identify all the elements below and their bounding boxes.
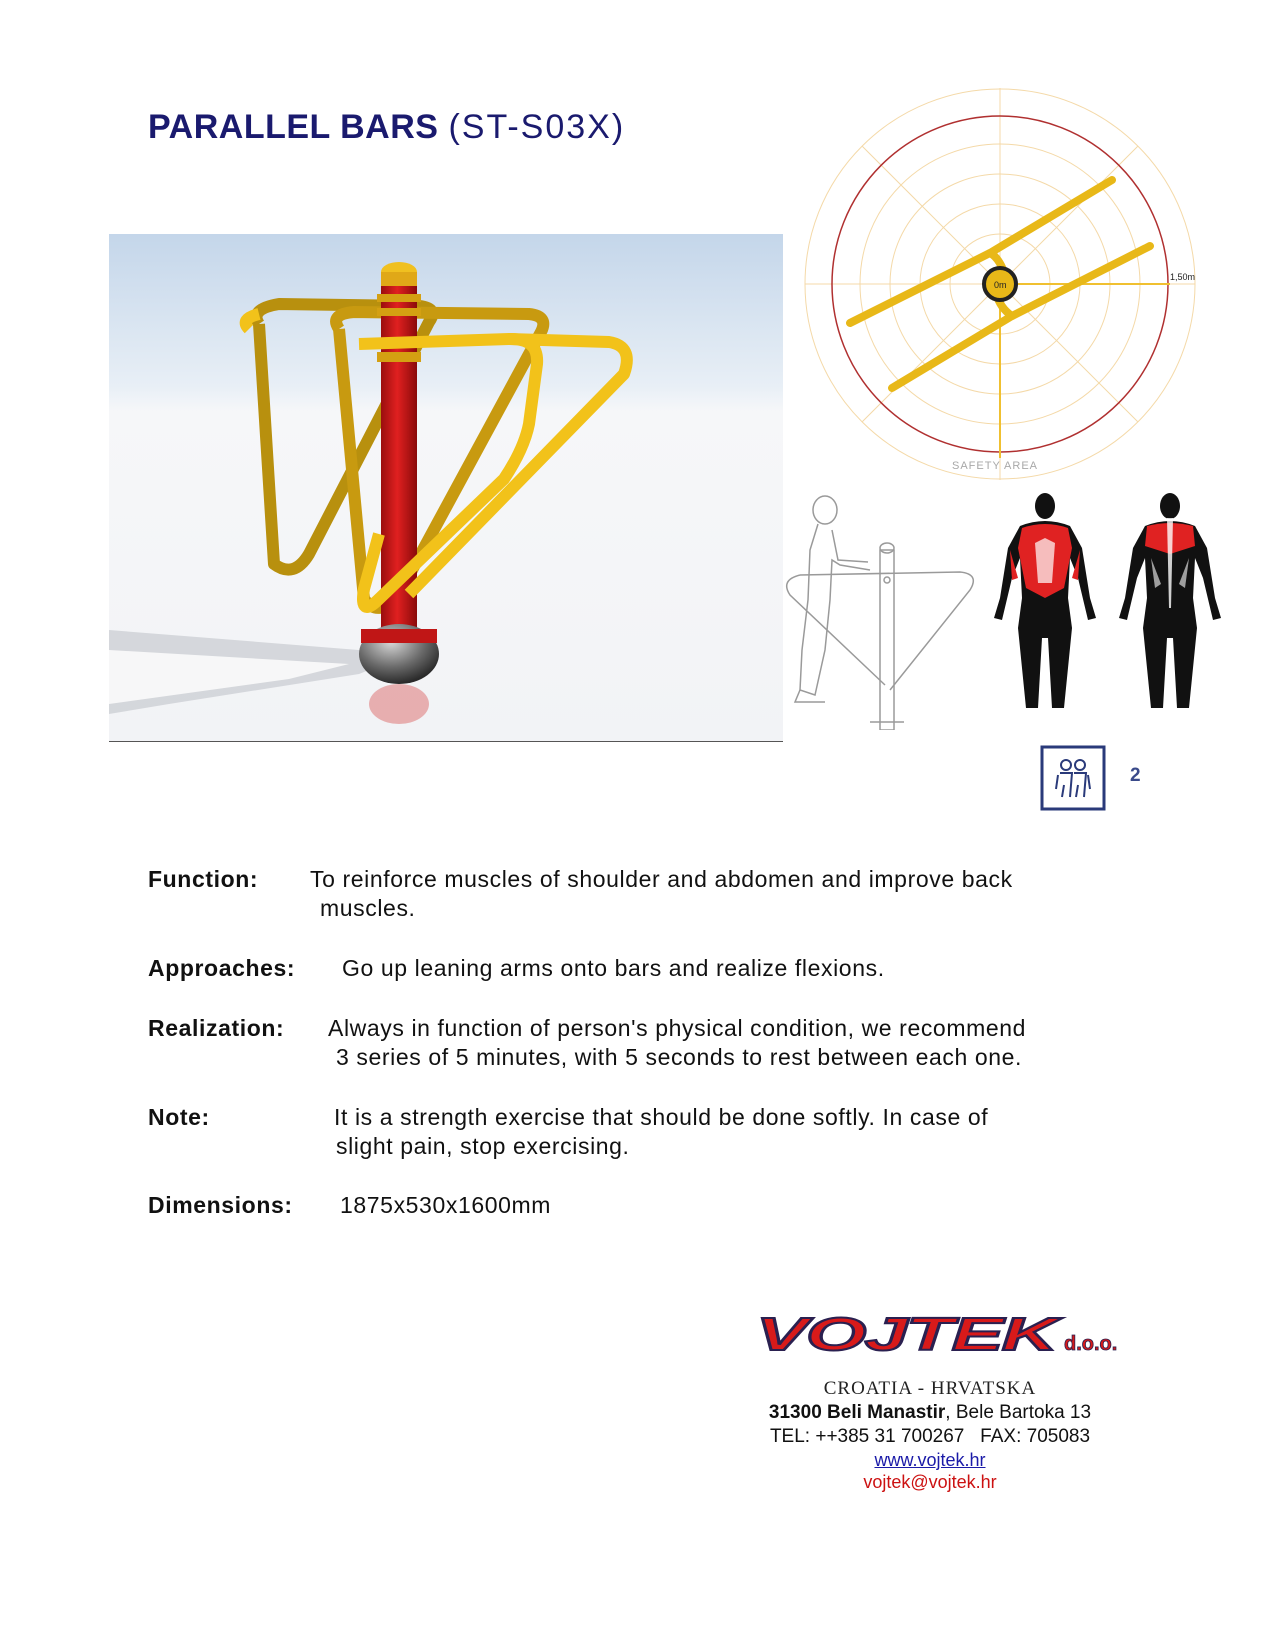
logo-text: VOJTEK <box>756 1312 1063 1356</box>
note-text-line1: It is a strength exercise that should be done softly. In case of <box>334 1104 989 1130</box>
phone-fax: TEL: ++385 31 700267 FAX: 705083 <box>769 1426 1091 1447</box>
logo-suffix: d.o.o. <box>1064 1333 1118 1355</box>
page-title <box>148 108 625 147</box>
website-link[interactable]: www.vojtek.hr <box>874 1450 986 1470</box>
street-address <box>740 1401 1120 1425</box>
safety-area-diagram <box>800 88 1220 488</box>
spec-function <box>148 865 1208 923</box>
country: CROATIA - HRVATSKA <box>823 1378 1037 1399</box>
approaches-label: Approaches: <box>148 955 296 981</box>
muscle-diagram-front <box>990 488 1100 718</box>
note-label: Note: <box>148 1104 210 1130</box>
email-link[interactable]: vojtek@vojtek.hr <box>863 1472 997 1492</box>
function-label: Function: <box>148 866 259 892</box>
realization-text-line1: Always in function of person's physical condition, we recommend <box>328 1015 1027 1041</box>
spec-approaches <box>148 954 1208 983</box>
center-label: 0m <box>994 280 1007 290</box>
dimensions-label: Dimensions: <box>148 1192 293 1218</box>
users-count: 2 <box>1130 765 1141 786</box>
product-name: PARALLEL BARS <box>148 108 439 146</box>
company-address <box>740 1377 1120 1493</box>
safety-area-label: SAFETY AREA <box>952 460 1038 472</box>
approaches-text: Go up leaning arms onto bars and realize flexions. <box>342 955 885 981</box>
radius-label: 1,50m <box>1170 272 1196 282</box>
note-text-line2: slight pain, stop exercising. <box>336 1133 630 1159</box>
function-text-line2: muscles. <box>320 895 416 921</box>
realization-label: Realization: <box>148 1015 285 1041</box>
product-code: (ST-S03X) <box>448 108 626 146</box>
product-render <box>109 234 783 742</box>
spec-note <box>148 1103 1208 1161</box>
function-text-line1: To reinforce muscles of shoulder and abdomen and improve back <box>310 866 1013 892</box>
usage-illustration <box>780 490 990 730</box>
company-logo <box>752 1312 1162 1356</box>
realization-text-line2: 3 series of 5 minutes, with 5 seconds to rest between each one. <box>336 1044 1022 1070</box>
spec-realization <box>148 1014 1208 1072</box>
street: , Bele Bartoka 13 <box>945 1402 1092 1423</box>
muscle-diagram-back <box>1115 488 1225 718</box>
users-icon <box>1040 745 1106 811</box>
spec-dimensions <box>148 1191 1208 1220</box>
city: 31300 Beli Manastir <box>768 1402 946 1423</box>
dimensions-value: 1875x530x1600mm <box>340 1192 552 1218</box>
